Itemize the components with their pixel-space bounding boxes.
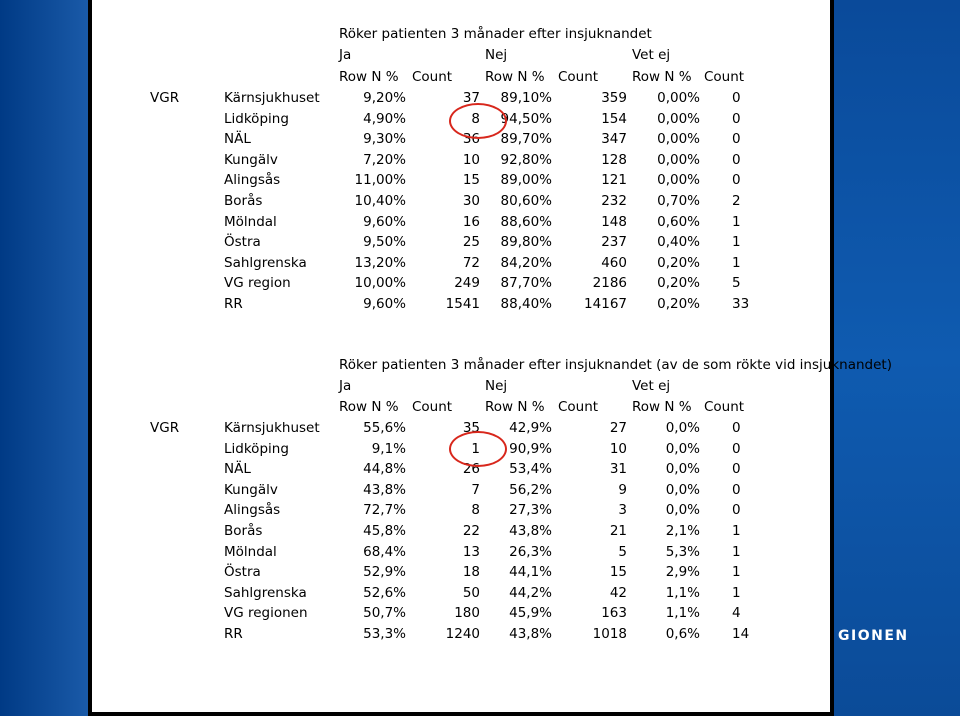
ja-count: 7: [471, 481, 480, 498]
nej-row-pct: 88,60%: [500, 213, 552, 230]
vet-ej-count: 1: [732, 564, 741, 581]
ja-count: 16: [462, 213, 480, 230]
nej-row-pct: 94,50%: [500, 110, 552, 127]
table-row: [92, 150, 778, 170]
table-row: [92, 170, 778, 190]
group-header-row: [92, 376, 778, 396]
vet-ej-row-pct: 0,00%: [657, 131, 700, 148]
vet-ej-count: 0: [732, 90, 741, 106]
nej-row-pct: 89,70%: [500, 131, 552, 148]
table-row: [92, 418, 778, 438]
table-row: [92, 109, 778, 129]
region-label: VGR: [150, 420, 180, 436]
hospital-name: Sahlgrenska: [224, 254, 307, 271]
vet-ej-row-pct: 1,1%: [665, 605, 700, 622]
ja-count: 22: [462, 523, 480, 539]
ja-row-pct: 52,6%: [363, 584, 406, 601]
nej-count: 21: [609, 523, 627, 539]
nej-row-pct: 84,20%: [500, 254, 552, 271]
table-row: [92, 294, 778, 314]
ja-row-pct: 9,20%: [363, 90, 406, 106]
table-row: [92, 459, 778, 479]
ja-row-pct: 44,8%: [363, 461, 406, 478]
table-row: [92, 521, 778, 541]
vet-ej-row-pct: 0,0%: [665, 440, 700, 457]
hospital-name: VG region: [224, 275, 291, 292]
hospital-name: Kungälv: [224, 151, 278, 168]
ja-row-pct: 10,40%: [354, 193, 406, 209]
hospital-name: Kungälv: [224, 481, 278, 498]
subheader-ja-rowpct: Row N %: [339, 399, 399, 415]
nej-count: 128: [601, 151, 627, 168]
group-vet-ej: Vet ej: [632, 47, 671, 63]
vet-ej-count: 0: [732, 110, 741, 127]
hospital-name: Sahlgrenska: [224, 584, 307, 601]
hospital-name: Östra: [224, 234, 261, 251]
group-nej: Nej: [485, 47, 508, 63]
nej-row-pct: 42,9%: [509, 420, 552, 436]
nej-count: 237: [601, 234, 627, 251]
ja-row-pct: 43,8%: [363, 481, 406, 498]
ja-row-pct: 9,30%: [363, 131, 406, 148]
ja-count: 26: [462, 461, 480, 478]
vet-ej-row-pct: 2,1%: [665, 523, 700, 539]
nej-count: 27: [609, 420, 627, 436]
table-row: [92, 88, 778, 108]
nej-count: 10: [609, 440, 627, 457]
hospital-name: Mölndal: [224, 213, 277, 230]
hospital-name: NÄL: [224, 131, 251, 148]
subheader-row: [92, 67, 778, 87]
ja-count: 8: [471, 110, 480, 127]
vet-ej-count: 2: [732, 193, 741, 209]
hospital-name: Borås: [224, 523, 263, 539]
ja-count: 30: [462, 193, 480, 209]
vet-ej-count: 0: [732, 151, 741, 168]
ja-count: 15: [462, 172, 480, 189]
vet-ej-row-pct: 0,00%: [657, 172, 700, 189]
vet-ej-count: 14: [732, 626, 750, 642]
vet-ej-row-pct: 0,6%: [665, 626, 700, 642]
nej-row-pct: 27,3%: [509, 502, 552, 519]
smoking-table-smokers: [92, 355, 892, 655]
nej-count: 2186: [592, 275, 627, 292]
vet-ej-row-pct: 0,0%: [665, 502, 700, 519]
ja-count: 37: [462, 90, 480, 106]
vet-ej-row-pct: 0,60%: [657, 213, 700, 230]
vet-ej-row-pct: 0,0%: [665, 461, 700, 478]
vet-ej-row-pct: 0,00%: [657, 90, 700, 106]
table-title-row: [92, 24, 778, 44]
vet-ej-count: 33: [732, 296, 750, 312]
hospital-name: Mölndal: [224, 543, 277, 560]
vet-ej-count: 5: [732, 275, 741, 292]
subheader-vet-rowpct: Row N %: [632, 399, 692, 415]
vet-ej-count: 1: [732, 254, 741, 271]
nej-row-pct: 89,80%: [500, 234, 552, 251]
ja-row-pct: 53,3%: [363, 626, 406, 642]
table-title: Röker patienten 3 månader efter insjuknandet: [339, 26, 652, 42]
smoking-table-all: [92, 24, 778, 324]
subheader-ja-rowpct: Row N %: [339, 69, 399, 85]
ja-row-pct: 72,7%: [363, 502, 406, 519]
ja-count: 18: [462, 564, 480, 581]
vet-ej-row-pct: 0,00%: [657, 151, 700, 168]
nej-count: 347: [601, 131, 627, 148]
table-row: [92, 232, 778, 252]
table-row: [92, 562, 778, 582]
hospital-name: Alingsås: [224, 172, 281, 189]
ja-count: 72: [462, 254, 480, 271]
hospital-name: NÄL: [224, 461, 251, 478]
ja-row-pct: 68,4%: [363, 543, 406, 560]
ja-count: 8: [471, 502, 480, 519]
nej-row-pct: 45,9%: [509, 605, 552, 622]
table-row: [92, 191, 778, 211]
ja-count: 10: [462, 151, 480, 168]
nej-count: 5: [618, 543, 627, 560]
hospital-name: Kärnsjukhuset: [224, 90, 320, 106]
nej-row-pct: 56,2%: [509, 481, 552, 498]
nej-row-pct: 88,40%: [500, 296, 552, 312]
region-label: VGR: [150, 90, 180, 106]
vet-ej-count: 0: [732, 481, 741, 498]
table-row: [92, 439, 778, 459]
table-row: [92, 542, 778, 562]
subheader-vet-rowpct: Row N %: [632, 69, 692, 85]
ja-count: 249: [454, 275, 480, 292]
subheader-ja-count: Count: [412, 399, 453, 415]
hospital-name: Lidköping: [224, 110, 289, 127]
table-row: [92, 583, 778, 603]
ja-count: 1240: [445, 626, 480, 642]
vet-ej-count: 0: [732, 502, 741, 519]
ja-row-pct: 50,7%: [363, 605, 406, 622]
vet-ej-count: 0: [732, 131, 741, 148]
table-row: [92, 624, 778, 644]
table-row: [92, 129, 778, 149]
ja-count: 13: [462, 543, 480, 560]
ja-row-pct: 9,1%: [371, 440, 406, 457]
vet-ej-count: 1: [732, 213, 741, 230]
nej-row-pct: 26,3%: [509, 543, 552, 560]
ja-row-pct: 9,60%: [363, 296, 406, 312]
nej-row-pct: 43,8%: [509, 626, 552, 642]
ja-count: 36: [462, 131, 480, 148]
hospital-name: RR: [224, 626, 243, 642]
vet-ej-row-pct: 0,00%: [657, 110, 700, 127]
vet-ej-count: 0: [732, 440, 741, 457]
highlight-circle: [449, 431, 507, 467]
ja-row-pct: 7,20%: [363, 151, 406, 168]
vet-ej-row-pct: 0,40%: [657, 234, 700, 251]
group-ja: Ja: [339, 378, 352, 394]
subheader-row: [92, 397, 778, 417]
ja-row-pct: 52,9%: [363, 564, 406, 581]
subheader-nej-rowpct: Row N %: [485, 399, 545, 415]
ja-row-pct: 10,00%: [354, 275, 406, 292]
nej-row-pct: 87,70%: [500, 275, 552, 292]
nej-count: 31: [609, 461, 627, 478]
ja-row-pct: 45,8%: [363, 523, 406, 539]
nej-count: 121: [601, 172, 627, 189]
table-row: [92, 603, 778, 623]
nej-row-pct: 44,1%: [509, 564, 552, 581]
group-vet-ej: Vet ej: [632, 378, 671, 394]
vet-ej-row-pct: 5,3%: [665, 543, 700, 560]
left-blue-band: [0, 0, 88, 716]
subheader-vet-count: Count: [704, 69, 745, 85]
subheader-vet-count: Count: [704, 399, 745, 415]
hospital-name: Östra: [224, 564, 261, 581]
nej-count: 154: [601, 110, 627, 127]
subheader-ja-count: Count: [412, 69, 453, 85]
nej-count: 42: [609, 584, 627, 601]
hospital-name: Lidköping: [224, 440, 289, 457]
table-row: [92, 480, 778, 500]
vet-ej-row-pct: 0,20%: [657, 275, 700, 292]
group-nej: Nej: [485, 378, 508, 394]
ja-row-pct: 55,6%: [363, 420, 406, 436]
hospital-name: RR: [224, 296, 243, 312]
vet-ej-count: 1: [732, 584, 741, 601]
vet-ej-row-pct: 0,70%: [657, 193, 700, 209]
nej-count: 14167: [584, 296, 627, 312]
vet-ej-row-pct: 0,0%: [665, 420, 700, 436]
nej-count: 15: [609, 564, 627, 581]
ja-count: 50: [462, 584, 480, 601]
hospital-name: VG regionen: [224, 605, 308, 622]
nej-count: 359: [601, 90, 627, 106]
group-ja: Ja: [339, 47, 352, 63]
vet-ej-count: 1: [732, 523, 741, 539]
group-header-row: [92, 45, 778, 65]
ja-count: 1541: [445, 296, 480, 312]
vet-ej-row-pct: 0,20%: [657, 254, 700, 271]
nej-row-pct: 44,2%: [509, 584, 552, 601]
nej-row-pct: 90,9%: [509, 440, 552, 457]
subheader-nej-count: Count: [558, 399, 599, 415]
nej-count: 3: [618, 502, 627, 519]
table-title: Röker patienten 3 månader efter insjuknandet (av de som rökte vid insjuknandet): [339, 357, 892, 373]
nej-count: 232: [601, 193, 627, 209]
ja-row-pct: 13,20%: [354, 254, 406, 271]
nej-row-pct: 92,80%: [500, 151, 552, 168]
nej-row-pct: 89,00%: [500, 172, 552, 189]
vet-ej-count: 0: [732, 461, 741, 478]
ja-row-pct: 4,90%: [363, 110, 406, 127]
vet-ej-count: 0: [732, 172, 741, 189]
table-row: [92, 273, 778, 293]
table-title-row: [92, 355, 892, 375]
nej-count: 460: [601, 254, 627, 271]
ja-count: 180: [454, 605, 480, 622]
table-row: [92, 212, 778, 232]
nej-row-pct: 80,60%: [500, 193, 552, 209]
ja-count: 1: [471, 440, 480, 457]
nej-row-pct: 89,10%: [500, 90, 552, 106]
ja-count: 25: [462, 234, 480, 251]
nej-row-pct: 53,4%: [509, 461, 552, 478]
table-row: [92, 253, 778, 273]
vet-ej-count: 1: [732, 543, 741, 560]
nej-count: 1018: [592, 626, 627, 642]
ja-row-pct: 9,60%: [363, 213, 406, 230]
hospital-name: Kärnsjukhuset: [224, 420, 320, 436]
vet-ej-row-pct: 0,0%: [665, 481, 700, 498]
hospital-name: Alingsås: [224, 502, 281, 519]
ja-count: 35: [462, 420, 480, 436]
vet-ej-row-pct: 2,9%: [665, 564, 700, 581]
highlight-circle: [449, 103, 507, 139]
nej-count: 163: [601, 605, 627, 622]
vet-ej-count: 4: [732, 605, 741, 622]
subheader-nej-count: Count: [558, 69, 599, 85]
nej-row-pct: 43,8%: [509, 523, 552, 539]
brand-logo-text: GIONEN: [838, 628, 909, 644]
nej-count: 9: [618, 481, 627, 498]
table-row: [92, 500, 778, 520]
vet-ej-row-pct: 1,1%: [665, 584, 700, 601]
nej-count: 148: [601, 213, 627, 230]
hospital-name: Borås: [224, 193, 263, 209]
vet-ej-count: 1: [732, 234, 741, 251]
ja-row-pct: 9,50%: [363, 234, 406, 251]
vet-ej-count: 0: [732, 420, 741, 436]
vet-ej-row-pct: 0,20%: [657, 296, 700, 312]
subheader-nej-rowpct: Row N %: [485, 69, 545, 85]
ja-row-pct: 11,00%: [354, 172, 406, 189]
